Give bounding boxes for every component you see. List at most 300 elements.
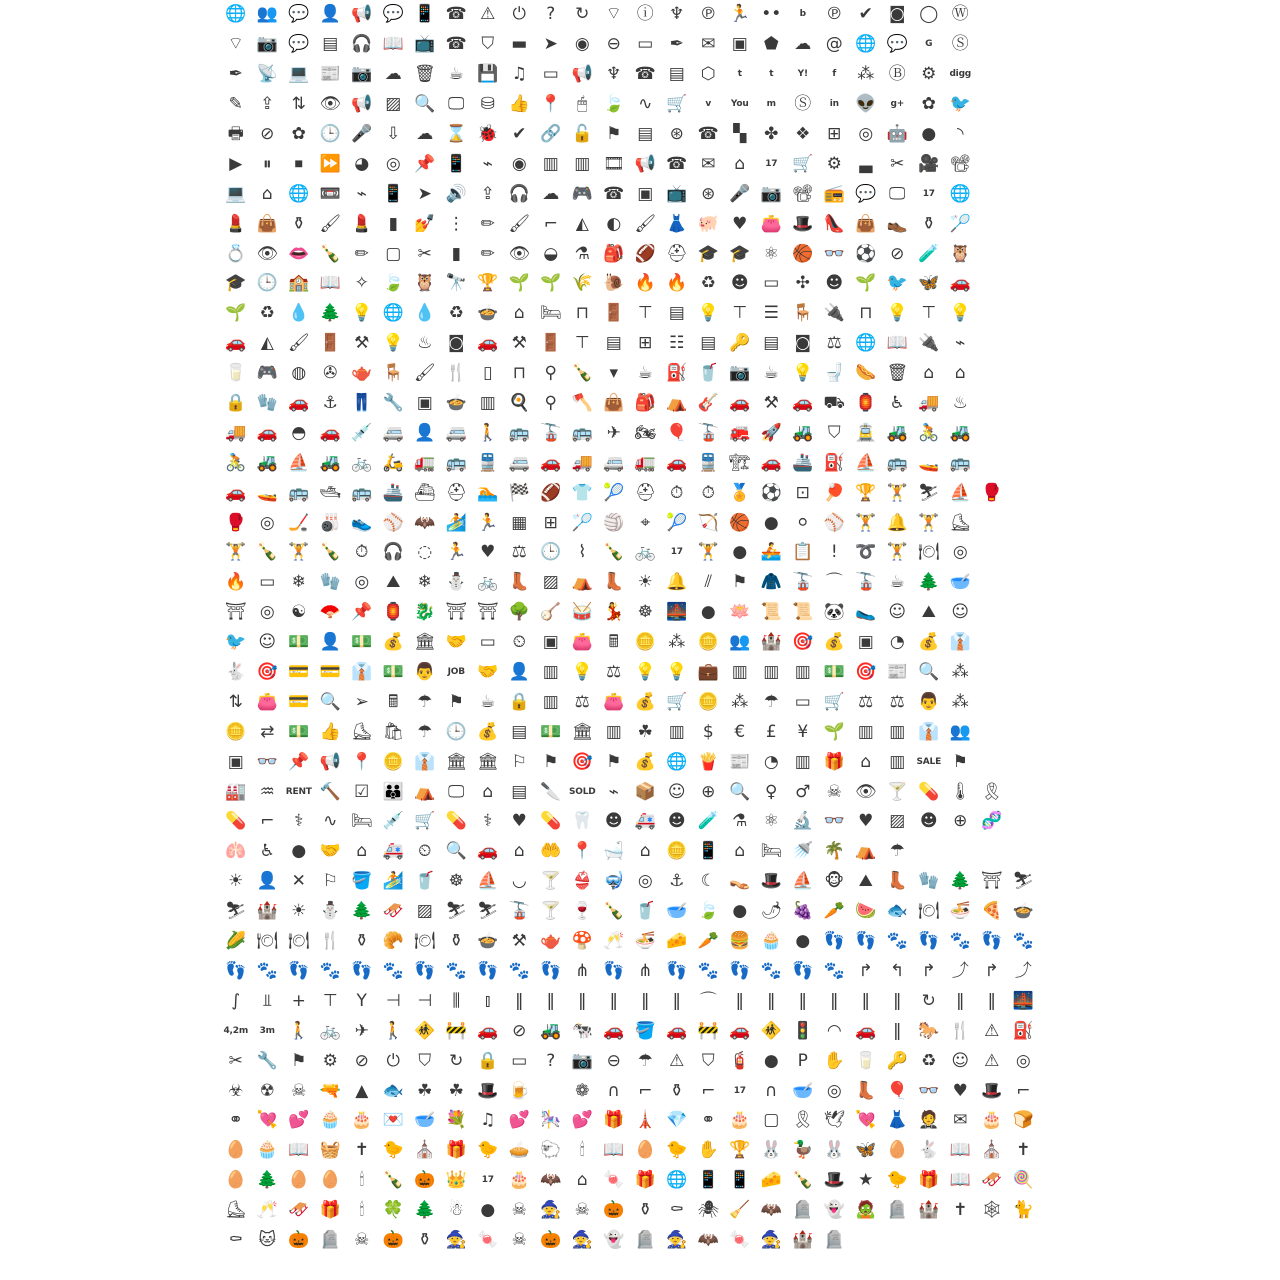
icon-cell: [220, 598, 252, 628]
panda-icon: 🐼: [823, 602, 845, 623]
icon-cell: [882, 209, 914, 239]
icon-cell: [913, 329, 945, 359]
soccer-icon: ⚽: [760, 482, 782, 503]
router-icon: ⌁: [356, 183, 367, 204]
icon-cell: [819, 687, 851, 717]
test-tube-icon: 🧪: [918, 243, 940, 264]
icon-cell: [409, 538, 441, 568]
walker-icon: 🚶: [382, 1020, 404, 1041]
leaf-icon: 🍃: [697, 901, 719, 922]
gate-icon: ⛩: [980, 871, 1003, 892]
icon-cell: [472, 538, 504, 568]
icon-cell: [252, 1046, 284, 1076]
pipe-icon: ⌐: [638, 1080, 653, 1101]
fork-icon: 🍴: [319, 931, 341, 952]
t-junction-icon: ⊤: [322, 990, 338, 1011]
icon-cell: [409, 239, 441, 269]
icon-cell: [252, 209, 284, 239]
aperture-icon: ⊛: [701, 183, 716, 204]
megaphone-icon: 📢: [571, 64, 593, 85]
mug-icon: ☕: [448, 64, 464, 85]
battery-icon: ▭: [542, 64, 559, 85]
icon-cell: [409, 209, 441, 239]
coins-icon: 🪙: [634, 632, 656, 653]
chart-icon: ▥: [794, 751, 811, 772]
crossroads-icon: +: [291, 990, 306, 1011]
key-icon: 🔑: [729, 333, 751, 354]
newspaper-icon: 📰: [729, 751, 751, 772]
icon-cell: [976, 957, 1008, 987]
b-icon: b: [799, 9, 806, 20]
icon-cell: [882, 60, 914, 90]
chick-icon: 🐤: [382, 1140, 404, 1161]
icon-cell: [567, 149, 599, 179]
tube-icon: ▮: [388, 213, 398, 234]
skull-icon: ☠: [511, 1229, 527, 1250]
headphones-icon: 🎧: [508, 183, 530, 204]
first-aid-icon: ⊕: [953, 811, 968, 832]
ski-jumper-icon: ⛷: [224, 901, 247, 922]
icon-cell: [756, 628, 788, 658]
icon-cell: [913, 0, 945, 30]
laptop-icon: 💻: [225, 183, 247, 204]
arrows-icon: ⇅: [228, 691, 243, 712]
icon-cell: [945, 329, 977, 359]
snowflake-icon: ❄: [417, 572, 432, 593]
icon-cell: [850, 30, 882, 60]
icon-cell: [220, 986, 252, 1016]
nurse-icon: ⚕: [483, 811, 493, 832]
icon-cell: [693, 957, 725, 987]
beer-icon: 🍺: [508, 1080, 530, 1101]
bridge-icon: 🌉: [1012, 990, 1034, 1011]
grill-icon: ♨: [417, 333, 433, 354]
brush-icon: 🖌: [319, 213, 342, 234]
icon-cell: [882, 329, 914, 359]
boxing-icon: 🥊: [981, 482, 1003, 503]
glasses-icon: 👓: [823, 811, 845, 832]
film-icon: 🎞: [602, 153, 625, 174]
bus-icon: 🚌: [508, 422, 530, 443]
calculator-icon: 🖩: [608, 632, 619, 653]
dropbox-icon: ❖: [795, 124, 811, 144]
icon-cell: [472, 389, 504, 419]
icon-cell: [252, 1016, 284, 1046]
drop-icon: 💧: [414, 303, 436, 324]
road-icon: ‖: [609, 990, 618, 1011]
icon-cell: [1008, 1046, 1040, 1076]
stool-icon: ⊤: [574, 333, 590, 354]
icon-cell: [378, 598, 410, 628]
coffin-icon: ⚰: [228, 1229, 243, 1250]
holly-icon: 🍀: [382, 1200, 404, 1221]
racket-icon: 🏸: [949, 213, 971, 234]
bottle-icon: 🍾: [603, 542, 625, 563]
icon-cell: [882, 867, 914, 897]
buddha-icon: ☸: [637, 602, 653, 623]
guitar-icon: 🎸: [697, 393, 719, 414]
icon-cell: [535, 329, 567, 359]
barbell-icon: 🏋: [918, 512, 940, 533]
icon-cell: [630, 299, 662, 329]
icon-cell: [535, 1046, 567, 1076]
icon-cell: [535, 1226, 567, 1256]
chart-icon: ▥: [889, 721, 906, 742]
power-icon: ⏻: [512, 4, 526, 25]
icon-cell: [598, 927, 630, 957]
icon-cell: [567, 30, 599, 60]
camp-icon: ⛺: [571, 572, 593, 593]
swimmer-icon: 🏊: [477, 482, 499, 503]
icon-cell: [315, 179, 347, 209]
house-icon: ⌂: [954, 363, 966, 384]
euro-icon: €: [734, 721, 746, 742]
car-icon: 🚗: [729, 1020, 751, 1041]
icon-cell: [756, 538, 788, 568]
home-icon: ⌂: [261, 183, 273, 204]
icon-cell: [882, 179, 914, 209]
icon-cell: [787, 687, 819, 717]
lifebuoy-icon: ◎: [826, 1080, 842, 1101]
icon-cell: [504, 538, 536, 568]
chart-icon: ▥: [668, 721, 685, 742]
goggles-icon: ◎: [259, 512, 275, 533]
icon-cell: [504, 299, 536, 329]
icon-cell: [945, 60, 977, 90]
icon-cell: [724, 299, 756, 329]
empty-cell: [1008, 90, 1040, 120]
icon-cell: [661, 1016, 693, 1046]
palm-icon: 🌴: [823, 841, 845, 862]
icon-cell: [567, 837, 599, 867]
icon-cell: [756, 568, 788, 598]
icon-cell: [472, 628, 504, 658]
campfire-icon: 🔥: [225, 572, 247, 593]
icon-cell: [598, 538, 630, 568]
icon-cell: [441, 538, 473, 568]
icon-cell: [567, 1226, 599, 1256]
head-icon: ☻: [730, 273, 749, 294]
glasses-icon: 👓: [823, 243, 845, 264]
icon-cell: [378, 418, 410, 448]
syringe-icon: 💉: [382, 811, 404, 832]
icon-cell: [756, 389, 788, 419]
cauldron-icon: ⚱: [417, 1229, 432, 1250]
icon-cell: [472, 1046, 504, 1076]
icon-cell: [441, 837, 473, 867]
icon-cell: [693, 508, 725, 538]
icon-cell: [472, 239, 504, 269]
empty-cell: [1008, 478, 1040, 508]
icon-cell: [283, 598, 315, 628]
icon-cell: [724, 179, 756, 209]
empty-cell: [976, 269, 1008, 299]
wordpress-icon: Ⓦ: [951, 4, 969, 25]
icon-cell: [756, 687, 788, 717]
extinguisher-icon: 🧯: [729, 1050, 751, 1071]
icon-cell: [630, 777, 662, 807]
turn-icon: ↱: [858, 960, 873, 981]
icon-cell: [976, 927, 1008, 957]
pen-icon: ✒: [669, 34, 684, 55]
icon-cell: [504, 1196, 536, 1226]
icon-cell: [409, 568, 441, 598]
icon-cell: [535, 299, 567, 329]
gift-icon: 🎁: [319, 1200, 341, 1221]
drink-icon: 🥤: [634, 901, 656, 922]
flag-icon: ⚑: [606, 124, 622, 144]
icon-cell: [315, 299, 347, 329]
paw-icon: 🐾: [382, 960, 404, 981]
icon-cell: [472, 1106, 504, 1136]
icon-cell: [787, 418, 819, 448]
boot-icon: 👢: [855, 1080, 877, 1101]
icon-cell: [252, 628, 284, 658]
icon-cell: [913, 418, 945, 448]
icon-cell: [693, 837, 725, 867]
chat-bubble-icon: 💬: [288, 4, 310, 25]
cross-icon: ✝: [354, 1140, 369, 1161]
icon-cell: [535, 628, 567, 658]
beanie-icon: ⌒: [825, 572, 843, 593]
chat-bubble-icon: 💬: [855, 183, 877, 204]
van-icon: 🚐: [445, 422, 467, 443]
icon-cell: [787, 1226, 819, 1256]
money-icon: 💵: [382, 662, 404, 683]
icon-cell: [283, 1046, 315, 1076]
icon-cell: [1008, 897, 1040, 927]
pen-icon: ✒: [228, 64, 243, 85]
icon-cell: [976, 1046, 1008, 1076]
drill-icon: ⚒: [354, 333, 370, 354]
icon-cell: [850, 418, 882, 448]
hammer-icon: 🔨: [319, 781, 341, 802]
icon-cell: [724, 837, 756, 867]
icon-cell: [756, 1166, 788, 1196]
icon-cell: [220, 1226, 252, 1256]
thermometer-icon: 🌡: [949, 781, 972, 802]
fan-icon: 🪭: [319, 602, 341, 623]
icon-cell: [756, 329, 788, 359]
icon-cell: [756, 149, 788, 179]
icon-cell: [409, 508, 441, 538]
newspaper-icon: 📰: [319, 64, 341, 85]
icon-cell: [756, 1196, 788, 1226]
empty-cell: [976, 747, 1008, 777]
bank-icon: 🏛: [476, 751, 499, 772]
empty-cell: [976, 508, 1008, 538]
house-icon: ⌂: [860, 751, 872, 772]
icon-cell: [535, 658, 567, 688]
muffin-icon: 🧁: [760, 931, 782, 952]
car-icon: 🚗: [949, 273, 971, 294]
wallet-icon: 👛: [571, 632, 593, 653]
empty-cell: [976, 448, 1008, 478]
icon-cell: [441, 986, 473, 1016]
butterfly-icon: 🦋: [918, 273, 940, 294]
icon-cell: [409, 628, 441, 658]
icon-cell: [567, 717, 599, 747]
icon-cell: [535, 986, 567, 1016]
icon-cell: [850, 867, 882, 897]
icon-cell: [945, 478, 977, 508]
icon-cell: [976, 1016, 1008, 1046]
chart-icon: ▥: [857, 721, 874, 742]
user-chat-icon: 💬: [382, 4, 404, 25]
icon-cell: [724, 807, 756, 837]
sun-icon: ☀: [291, 901, 307, 922]
icon-cell: [724, 269, 756, 299]
icon-cell: [220, 179, 252, 209]
candy-cane-icon: 🍭: [1012, 1170, 1034, 1191]
icon-cell: [724, 60, 756, 90]
icon-cell: [315, 717, 347, 747]
icon-cell: [567, 628, 599, 658]
tools-icon: ✂: [890, 153, 905, 174]
eiffel-tower-icon: 🗼: [634, 1110, 656, 1131]
network-icon: ⁂: [951, 691, 969, 712]
flickr-icon: ••: [761, 4, 782, 25]
bulb-icon: 💡: [666, 662, 688, 683]
icon-cell: [945, 179, 977, 209]
icon-cell: [567, 658, 599, 688]
card-icon: 💳: [288, 691, 310, 712]
castle-icon: 🏰: [792, 1229, 814, 1250]
empty-cell: [535, 1076, 567, 1106]
billboard-icon: ▭: [479, 632, 496, 653]
tractor-icon: 🚜: [792, 422, 814, 443]
skull-icon: ☠: [574, 1200, 590, 1221]
icon-cell: [819, 508, 851, 538]
mouse-icon: 🖱: [577, 94, 588, 115]
icon-cell: [661, 986, 693, 1016]
icon-cell: [850, 1136, 882, 1166]
icon-cell: [504, 508, 536, 538]
icon-cell: [693, 0, 725, 30]
icon-cell: [882, 30, 914, 60]
icon-cell: [1008, 1016, 1040, 1046]
tennis-icon: 🎾: [603, 482, 625, 503]
icon-cell: [693, 807, 725, 837]
icon-cell: [630, 0, 662, 30]
icon-cell: [945, 747, 977, 777]
icon-cell: [567, 927, 599, 957]
icon-cell: [441, 927, 473, 957]
bowl-icon: 🥣: [414, 1110, 436, 1131]
icon-cell: [661, 1046, 693, 1076]
grave-icon: ✝: [953, 1200, 968, 1221]
icon-cell: [252, 957, 284, 987]
icon-cell: [535, 90, 567, 120]
icon-cell: [787, 867, 819, 897]
icon-cell: [661, 927, 693, 957]
icon-cell: [504, 389, 536, 419]
mountain-icon: ⛰: [386, 572, 401, 593]
treadmill-icon: 🏃: [477, 512, 499, 533]
money-bag-icon: 💰: [823, 632, 845, 653]
icon-cell: [378, 927, 410, 957]
icon-cell: [346, 359, 378, 389]
icon-cell: [819, 1196, 851, 1226]
atm-icon: ▣: [857, 632, 874, 653]
empty-cell: [976, 329, 1008, 359]
pill-icon: 💊: [540, 811, 562, 832]
stop-icon: ⏹: [294, 153, 303, 174]
glasses-icon: 👓: [256, 751, 278, 772]
paint-roller-icon: 🖌: [287, 333, 310, 354]
fish-icon: 🐟: [886, 901, 908, 922]
icon-cell: [756, 120, 788, 150]
icon-cell: [850, 359, 882, 389]
pumpkin-icon: 🎃: [540, 1229, 562, 1250]
rings-icon: ⚭: [701, 1110, 716, 1131]
icon-cell: [409, 0, 441, 30]
image-icon: ▣: [637, 183, 654, 204]
icon-cell: [945, 448, 977, 478]
icon-cell: [220, 508, 252, 538]
paw-icon: 🐾: [949, 931, 971, 952]
icon-cell: [661, 0, 693, 30]
icon-cell: [472, 1076, 504, 1106]
icon-cell: [346, 687, 378, 717]
document-icon: ▤: [511, 781, 528, 802]
bus-icon: 🚌: [949, 452, 971, 473]
icon-cell: [409, 1166, 441, 1196]
icon-cell: [913, 598, 945, 628]
cupcake-icon: 🧁: [256, 1140, 278, 1161]
icon-cell: [472, 807, 504, 837]
windows-icon: ⊞: [827, 124, 842, 144]
skier-icon: ⛷: [1012, 871, 1035, 892]
icon-cell: [724, 1166, 756, 1196]
van-icon: 🚐: [508, 452, 530, 473]
icon-cell: [724, 508, 756, 538]
handshake-icon: 🤝: [319, 841, 341, 862]
person-icon: 👤: [319, 632, 341, 653]
teapot-icon: 🫖: [351, 363, 373, 384]
icon-cell: [283, 60, 315, 90]
icon-cell: [567, 1196, 599, 1226]
icon-cell: [850, 329, 882, 359]
car-icon: 🚗: [666, 1020, 688, 1041]
icon-cell: [693, 60, 725, 90]
icon-cell: [693, 239, 725, 269]
icon-cell: [283, 1136, 315, 1166]
icon-cell: [724, 1196, 756, 1226]
icon-cell: [913, 717, 945, 747]
headphones-icon: 🎧: [382, 542, 404, 563]
washer-icon: ◙: [448, 333, 465, 354]
book-icon: 📖: [288, 1140, 310, 1161]
cyclist-icon: 🚴: [225, 452, 247, 473]
icon-cell: [441, 1076, 473, 1106]
icon-cell: [504, 478, 536, 508]
icon-cell: [315, 149, 347, 179]
icon-cell: [252, 90, 284, 120]
icon-cell: [693, 149, 725, 179]
icon-cell: [567, 986, 599, 1016]
icon-cell: [409, 448, 441, 478]
icon-cell: [220, 658, 252, 688]
sailboat-icon: ⛵: [477, 871, 499, 892]
cd-icon: ◉: [574, 34, 590, 55]
icon-cell: [787, 0, 819, 30]
icon-cell: [693, 179, 725, 209]
icon-cell: [630, 179, 662, 209]
eye-icon: 👁: [256, 243, 279, 264]
witch-icon: 🧙: [666, 1229, 688, 1250]
icon-cell: [819, 30, 851, 60]
